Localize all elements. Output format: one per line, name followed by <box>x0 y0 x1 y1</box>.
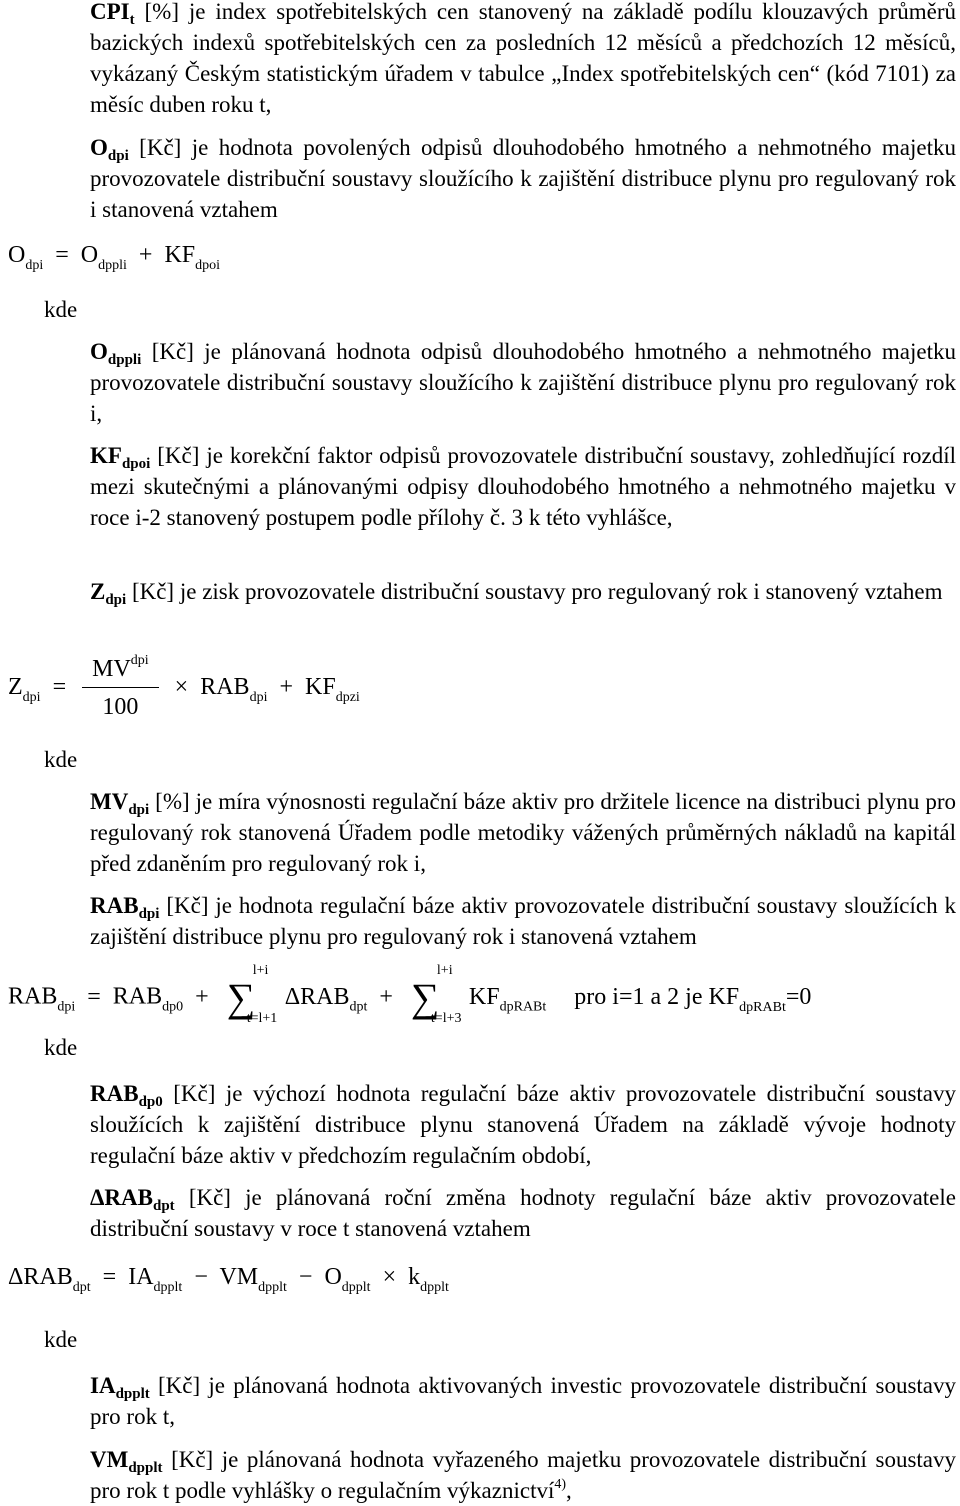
equation-zdpi: $Z_{dpi}$ = $\frac{MV^{dpi}}{100}$ × $RAB_{dpi} + KF_{dpzi}$ <box>8 654 360 723</box>
term-symbol: $IA_{dpplt}$ <box>90 1373 150 1402</box>
equation-odpi: $O_{dpi} = O_{dppli} + KF_{dpoi}$ <box>8 242 221 273</box>
definition-text: [Kč] je výchozí hodnota regulační báze aktiv provozovatele distribuční soustavy sloužících k zajištění distribuce plynu stanovená Úřadem na základě vývoje hodnoty regulační báze aktiv v předchozím regulačním období, <box>90 1081 956 1168</box>
definition-zdpi <box>90 576 956 607</box>
equation-delta-rabdpt: $\Delta RAB_{dpt} = IA_{dpplt} - VM_{dpplt} - O_{dpplt} \times k_{dpplt}$ <box>8 1264 449 1295</box>
definition-text: [Kč] je korekční faktor odpisů provozovatele distribuční soustavy, zohledňující rozdíl mezi skutečnými a plánovanými odpisy dlouhodobého hmotného a nehmotného majetku v roce i-2 stanovený postupem podle přílohy č. 3 k této vyhlášce, <box>90 443 956 530</box>
term-symbol: $CPI_t$ <box>90 0 135 28</box>
definition-text: [Kč] je zisk provozovatele distribuční soustavy pro regulovaný rok i stanovený vztahem <box>126 579 943 604</box>
definition-delta-rabdpt <box>90 1182 956 1244</box>
term-symbol: $O_{dpi}$ <box>90 135 129 164</box>
definition-rabdp0 <box>90 1078 956 1171</box>
definition-text: [Kč] je hodnota regulační báze aktiv provozovatele distribuční soustavy sloužících k zajištění distribuce plynu pro regulovaný rok i stanovená vztahem <box>90 893 956 949</box>
where-label: kde <box>44 297 78 322</box>
definition-text: [Kč] je plánovaná roční změna hodnoty regulační báze aktiv provozovatele distribuční soustavy v roce t stanovená vztahem <box>90 1185 956 1241</box>
term-symbol: $\Delta RAB_{dpt}$ <box>90 1185 175 1214</box>
sum-symbol: ∑ l+i t=l+3 <box>410 963 462 1026</box>
condition-text: pro i=1 a 2 je $KF_{dpRABt}=0$ <box>574 983 812 1015</box>
term-symbol: $Z_{dpi}$ <box>90 579 127 608</box>
definition-iadpplt <box>90 1370 956 1432</box>
definition-text: [%] je míra výnosnosti regulační báze aktiv pro držitele licence na distribuci plynu pro regulovaný rok stanovená Úřadem podle metodiky vážených průměrných nákladů na kapitál před zdaněním pro regulovaný rok i, <box>90 789 956 876</box>
definition-text: [%] je index spotřebitelských cen stanovený na základě podílu klouzavých průměrů bazických indexů spotřebitelských cen za posledních 12 měsíců a předchozích 12 měsíců, vykázaný Českým statistickým úřadem v tabulce „Index spotřebitelských cen“ (kód 7101) za měsíc duben roku t, <box>90 0 956 117</box>
footnote-ref: 4) <box>554 1477 567 1492</box>
definition-text: [Kč] je plánovaná hodnota odpisů dlouhodobého hmotného a nehmotného majetku provozovatele distribuční soustavy sloužícího k zajištění distribuce plynu pro regulovaný rok i, <box>90 339 956 426</box>
fraction: $\frac{MV^{dpi}}{100}$ <box>82 654 159 723</box>
where-label: kde <box>44 1035 78 1060</box>
definition-mvdpi <box>90 786 956 879</box>
definition-vmdpplt: $VM_{dpplt}$ [Kč] je plánovaná hodnota vyřazeného majetku provozovatele distribuční soustavy pro rok t podle vyhlášky o regulačním výkaznictví$^{4)}$, <box>90 1447 956 1503</box>
definition-text: [Kč] je hodnota povolených odpisů dlouhodobého hmotného a nehmotného majetku provozovatele distribuční soustavy sloužícího k zajištění distribuce plynu pro regulovaný rok i stanovená vztahem <box>90 135 956 222</box>
where-label: kde <box>44 747 78 772</box>
term-symbol: $VM_{dpplt}$ <box>90 1447 163 1476</box>
sum-symbol: ∑ l+i t=l+1 <box>226 963 278 1026</box>
equation-rabdpi: $RAB_{dpi} = RAB_{dp0}$ + ∑ l+i t=l+1 $\Delta RAB_{dpt}$ + ∑ l+i t=l+3 $KF_{dpRABt}$ pro i=1 a 2 je $KF_{dpRABt}=0$ <box>8 963 812 1026</box>
definition-cpi <box>90 0 956 120</box>
term-symbol: $MV_{dpi}$ <box>90 789 150 818</box>
term-symbol: $RAB_{dpi}$ <box>90 893 160 922</box>
definition-kfdpoi <box>90 440 956 533</box>
definition-odpi <box>90 132 956 225</box>
definition-text: [Kč] je plánovaná hodnota aktivovaných investic provozovatele distribuční soustavy pro rok t, <box>90 1373 956 1429</box>
definition-rabdpi <box>90 890 956 952</box>
term-symbol: $O_{dppli}$ <box>90 339 142 368</box>
term-symbol: $KF_{dpoi}$ <box>90 443 151 472</box>
definition-text: [Kč] je plánovaná hodnota vyřazeného majetku provozovatele distribuční soustavy pro rok t podle vyhlášky o regulačním výkaznictví <box>90 1447 956 1503</box>
term-symbol: $RAB_{dp0}$ <box>90 1081 163 1110</box>
definition-odppli <box>90 336 956 429</box>
where-label: kde <box>44 1327 78 1352</box>
